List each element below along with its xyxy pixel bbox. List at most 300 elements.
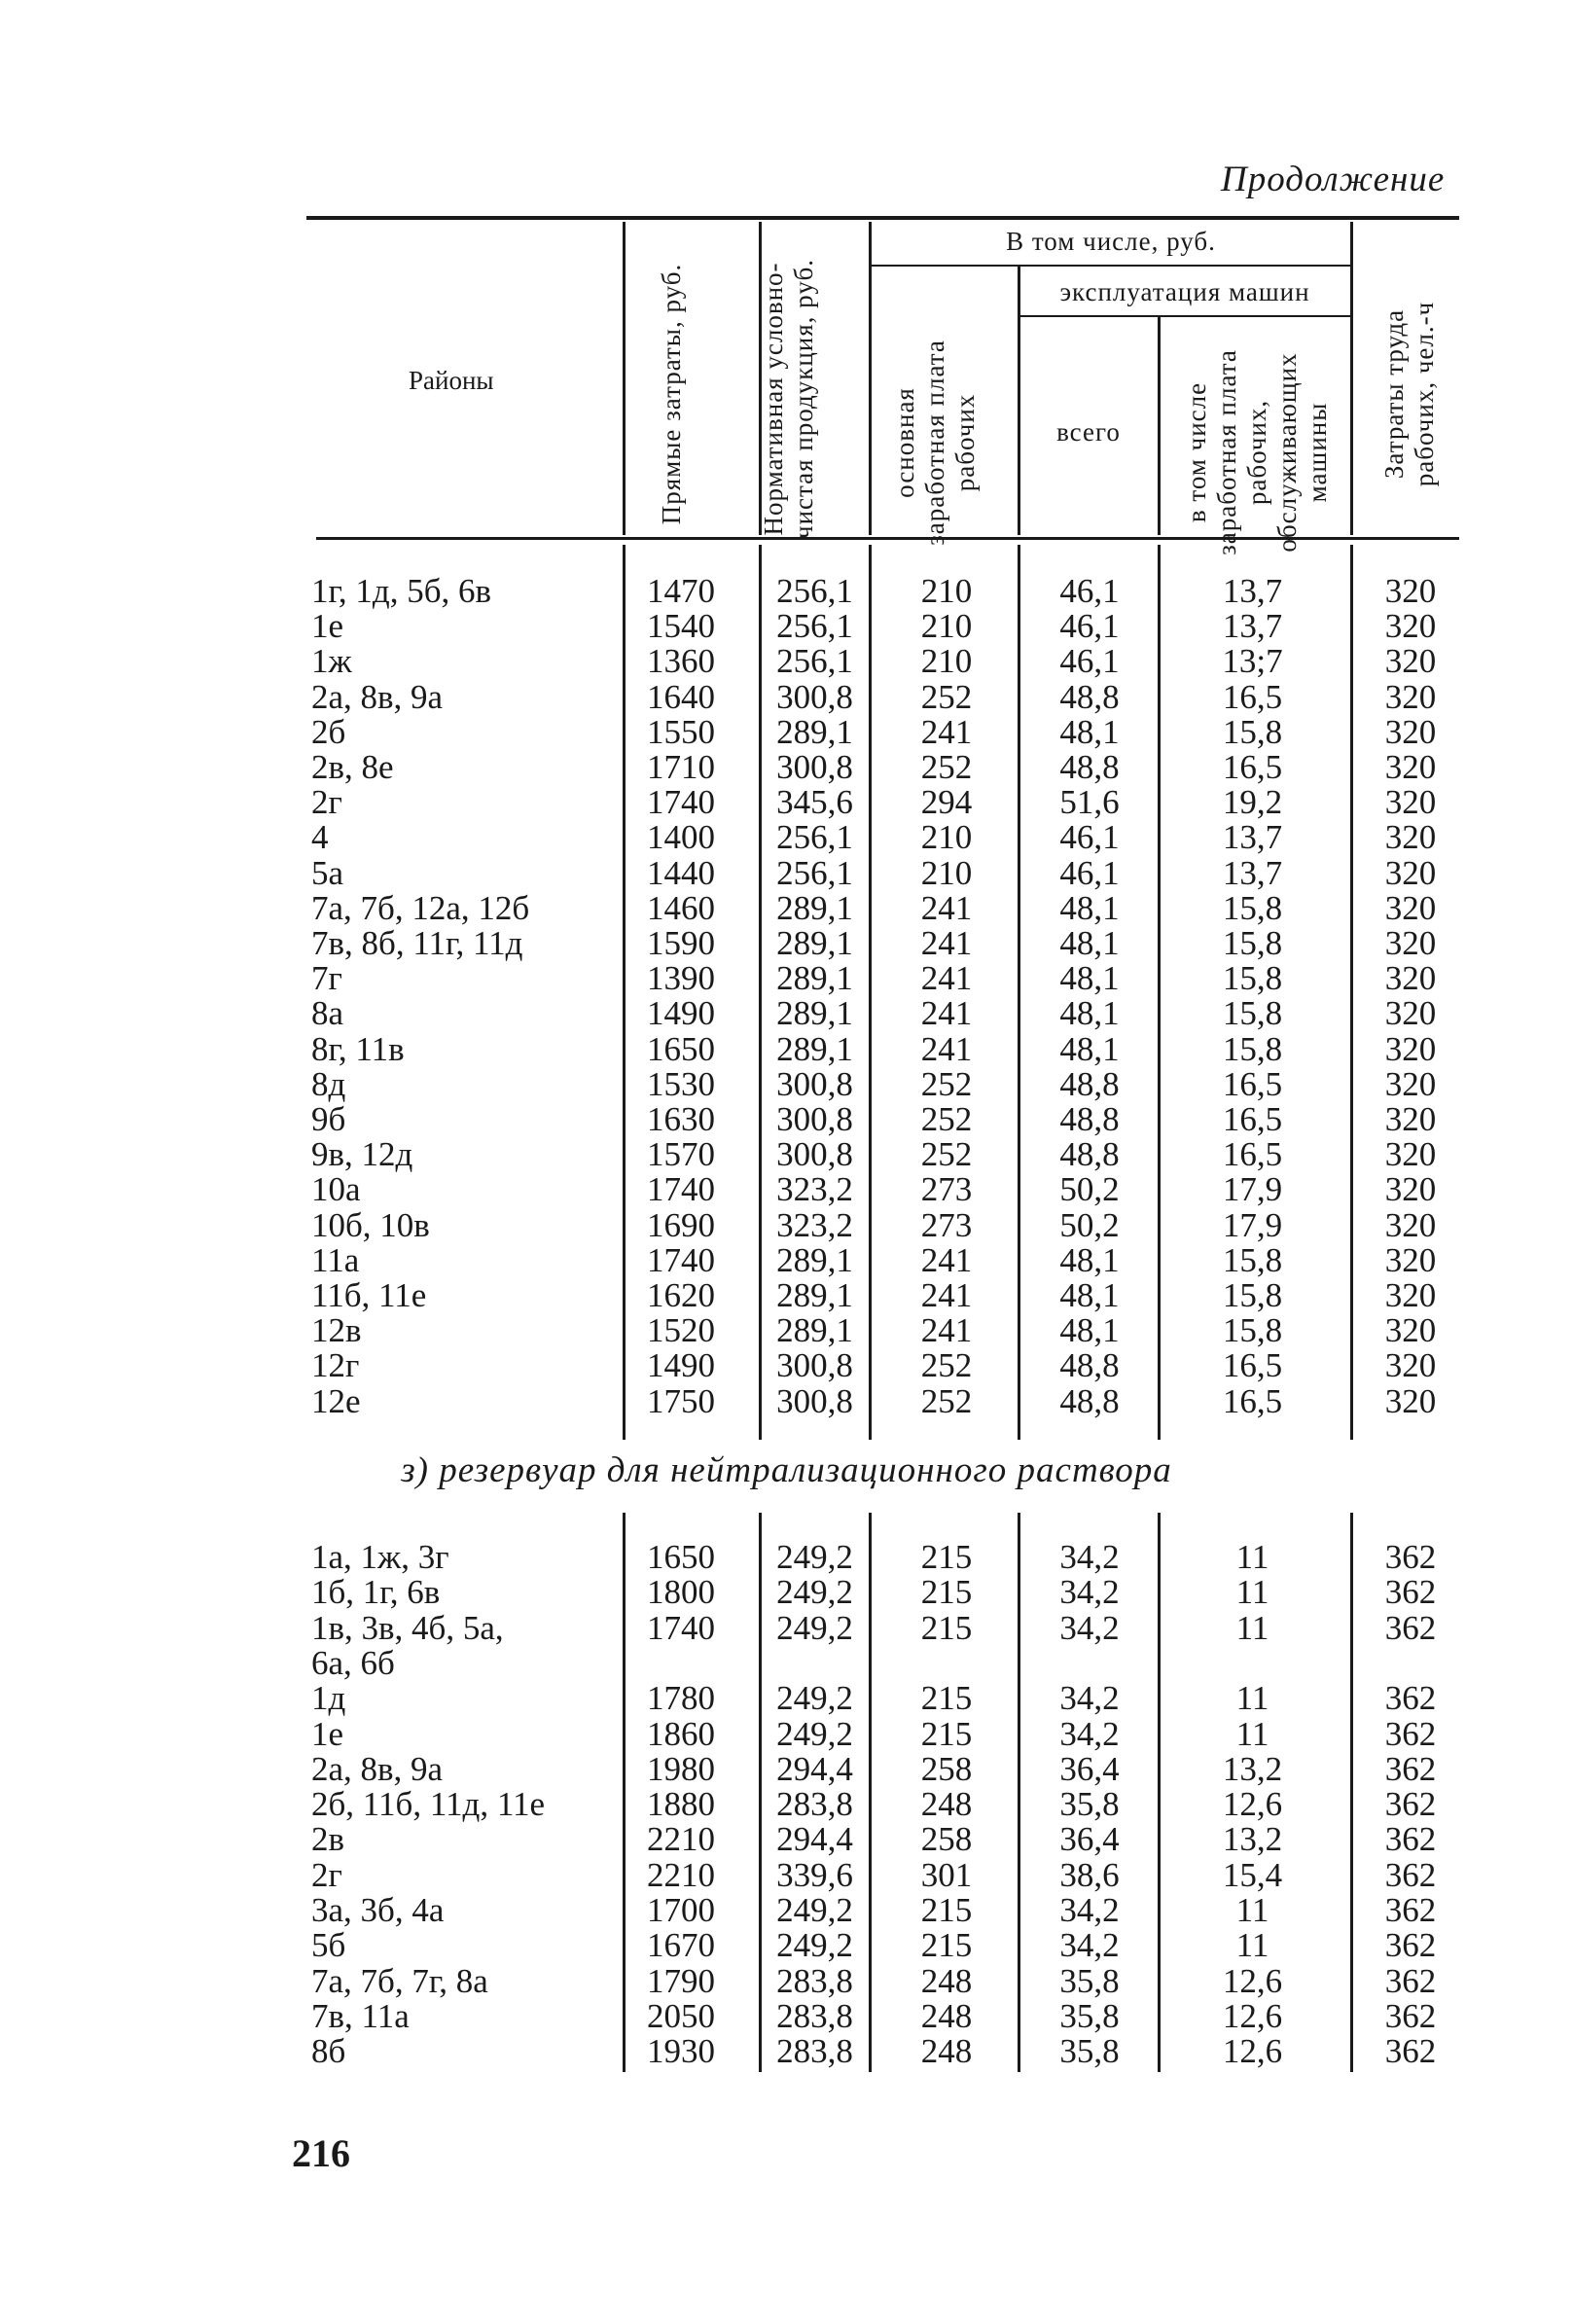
wage-cell: 210 (920, 818, 973, 857)
wage-cell: 252 (920, 1381, 973, 1420)
direct-cost-cell: 1550 (647, 712, 715, 751)
machine-total-cell: 48,8 (1059, 677, 1120, 716)
region-cell: 7в, 8б, 11г, 11д (311, 924, 523, 962)
norm-cell: 283,8 (776, 1996, 853, 2035)
region-cell: 12е (311, 1381, 361, 1420)
machine-wage-cell: 15,8 (1222, 924, 1283, 962)
wage-cell: 215 (920, 1573, 973, 1612)
machine-total-cell: 48,8 (1059, 1381, 1120, 1420)
labor-cell: 320 (1384, 572, 1437, 610)
machine-total-cell: 48,8 (1059, 748, 1120, 786)
machine-total-cell: 48,1 (1059, 1276, 1120, 1314)
machine-total-cell: 48,1 (1059, 1240, 1120, 1279)
wage-cell: 215 (920, 1926, 973, 1965)
direct-cost-cell: 1390 (647, 959, 715, 998)
region-cell: 2б (311, 712, 346, 751)
region-cell: 1д (311, 1679, 346, 1718)
wage-cell: 294 (920, 783, 973, 822)
wage-cell: 210 (920, 607, 973, 646)
labor-cell: 320 (1384, 1381, 1437, 1420)
region-cell: 12г (311, 1346, 360, 1385)
norm-cell: 300,8 (776, 748, 853, 786)
direct-cost-cell: 1640 (647, 677, 715, 716)
machine-total-cell: 36,4 (1059, 1749, 1120, 1788)
machine-wage-cell: 15,8 (1222, 1240, 1283, 1279)
machine-total-cell: 34,2 (1059, 1573, 1120, 1612)
machine-wage-cell: 15,8 (1222, 712, 1283, 751)
machine-total-cell: 48,8 (1059, 1346, 1120, 1385)
direct-cost-cell: 1980 (647, 1749, 715, 1788)
labor-cell: 320 (1384, 924, 1437, 962)
direct-cost-cell: 1700 (647, 1891, 715, 1929)
machine-wage-cell: 15,8 (1222, 1276, 1283, 1314)
wage-cell: 210 (920, 642, 973, 681)
wage-cell: 241 (920, 994, 973, 1033)
table-row (0, 1064, 1573, 1103)
labor-cell: 362 (1384, 1891, 1437, 1929)
norm-cell: 249,2 (776, 1573, 853, 1612)
machine-total-cell: 48,8 (1059, 1100, 1120, 1138)
region-cell: 10б, 10в (311, 1205, 430, 1244)
region-cell: 1е (311, 607, 344, 646)
direct-cost-cell: 1780 (647, 1679, 715, 1718)
region-cell: 8д (311, 1064, 346, 1103)
header-vline-1 (623, 222, 626, 535)
norm-cell: 256,1 (776, 642, 853, 681)
table-row (0, 1137, 1573, 1172)
machine-total-cell: 35,8 (1059, 1785, 1120, 1824)
table-row (0, 1029, 1573, 1068)
machine-wage-cell: 11 (1235, 1538, 1269, 1576)
labor-cell: 320 (1384, 748, 1437, 786)
norm-cell: 256,1 (776, 853, 853, 892)
labor-cell: 362 (1384, 1926, 1437, 1965)
norm-cell: 289,1 (776, 959, 853, 998)
machine-group-rule (1019, 315, 1350, 317)
table-row (0, 712, 1573, 751)
machine-total-cell: 46,1 (1059, 607, 1120, 646)
machine-wage-cell: 19,2 (1222, 783, 1283, 822)
direct-cost-cell: 1650 (647, 1538, 715, 1576)
machine-wage-cell: 11 (1235, 1608, 1269, 1647)
wage-cell: 248 (920, 1785, 973, 1824)
table-row (0, 1348, 1573, 1383)
table-row (0, 609, 1573, 644)
table-row (0, 1714, 1573, 1753)
direct-cost-cell: 1440 (647, 853, 715, 892)
region-cell: 2г (311, 1855, 342, 1894)
region-cell: 1ж (311, 642, 352, 681)
norm-cell: 345,6 (776, 783, 853, 822)
region-cell: 7а, 7б, 7г, 8а (311, 1961, 488, 2000)
header-basic-wage: основная заработная плата рабочих (890, 340, 980, 546)
machine-total-cell: 48,1 (1059, 888, 1120, 927)
machine-total-cell: 46,1 (1059, 853, 1120, 892)
wage-cell: 258 (920, 1749, 973, 1788)
header-top-rule (306, 216, 1459, 220)
machine-total-cell: 38,6 (1059, 1855, 1120, 1894)
labor-cell: 320 (1384, 994, 1437, 1033)
machine-wage-cell: 13;7 (1222, 642, 1283, 681)
wage-cell: 215 (920, 1538, 973, 1576)
machine-total-cell: 50,2 (1059, 1205, 1120, 1244)
table-row (0, 926, 1573, 961)
machine-wage-cell: 13,7 (1222, 607, 1283, 646)
norm-cell: 249,2 (776, 1891, 853, 1929)
machine-wage-cell: 16,5 (1222, 1100, 1283, 1138)
region-cell: 1е (311, 1714, 344, 1753)
norm-cell: 289,1 (776, 1276, 853, 1314)
wage-cell: 210 (920, 572, 973, 610)
wage-cell: 252 (920, 1135, 973, 1174)
region-cell: 1в, 3в, 4б, 5а, (311, 1608, 504, 1647)
labor-cell: 320 (1384, 1346, 1437, 1385)
header-vline-5 (1158, 317, 1161, 535)
machine-wage-cell: 15,8 (1222, 1311, 1283, 1350)
norm-cell: 294,4 (776, 1820, 853, 1859)
norm-cell: 249,2 (776, 1714, 853, 1753)
table-row (0, 1893, 1573, 1928)
direct-cost-cell: 1470 (647, 572, 715, 610)
direct-cost-cell: 1740 (647, 783, 715, 822)
direct-cost-cell: 1670 (647, 1926, 715, 1965)
machine-wage-cell: 13,2 (1222, 1749, 1283, 1788)
machine-total-cell: 34,2 (1059, 1538, 1120, 1576)
region-cell: 2а, 8в, 9а (311, 1749, 444, 1788)
wage-cell: 248 (920, 1996, 973, 2035)
machine-total-cell: 48,1 (1059, 1029, 1120, 1068)
machine-wage-cell: 15,4 (1222, 1855, 1283, 1894)
region-cell: 2г (311, 783, 342, 822)
machine-wage-cell: 15,8 (1222, 959, 1283, 998)
machine-total-cell: 46,1 (1059, 572, 1120, 610)
including-group-rule (872, 265, 1350, 267)
labor-cell: 320 (1384, 1135, 1437, 1174)
machine-wage-cell: 13,7 (1222, 818, 1283, 857)
direct-cost-cell: 1740 (647, 1608, 715, 1647)
labor-cell: 320 (1384, 959, 1437, 998)
region-cell: 12в (311, 1311, 362, 1350)
machine-wage-cell: 16,5 (1222, 1135, 1283, 1174)
labor-cell: 320 (1384, 783, 1437, 822)
table-row (0, 1381, 1573, 1420)
machine-wage-cell: 16,5 (1222, 1064, 1283, 1103)
machine-total-cell: 35,8 (1059, 2032, 1120, 2071)
table-row (0, 961, 1573, 996)
machine-total-cell: 48,1 (1059, 959, 1120, 998)
machine-wage-cell: 15,8 (1222, 888, 1283, 927)
direct-cost-cell: 1570 (647, 1135, 715, 1174)
table-row (0, 1608, 1573, 1647)
table-row (0, 1313, 1573, 1348)
region-cell: 2в (311, 1820, 345, 1859)
table-row (0, 574, 1573, 609)
machine-total-cell: 35,8 (1059, 1961, 1120, 2000)
region-cell: 8б (311, 2032, 346, 2071)
table-row (0, 785, 1573, 820)
region-cell: 2в, 8е (311, 748, 394, 786)
table-row (0, 1996, 1573, 2035)
labor-cell: 362 (1384, 1608, 1437, 1647)
wage-cell: 252 (920, 748, 973, 786)
table-row (0, 1205, 1573, 1244)
region-cell: 6а, 6б (311, 1643, 395, 1682)
machine-total-cell: 51,6 (1059, 783, 1120, 822)
machine-total-cell: 48,1 (1059, 924, 1120, 962)
labor-cell: 362 (1384, 1714, 1437, 1753)
labor-cell: 362 (1384, 1855, 1437, 1894)
machine-total-cell: 34,2 (1059, 1714, 1120, 1753)
machine-total-cell: 35,8 (1059, 1996, 1120, 2035)
norm-cell: 300,8 (776, 1346, 853, 1385)
region-cell: 11б, 11е (311, 1276, 427, 1314)
machine-wage-cell: 11 (1235, 1926, 1269, 1965)
machine-wage-cell: 12,6 (1222, 1996, 1283, 2035)
norm-cell: 289,1 (776, 1029, 853, 1068)
section2-title: з) резервуар для нейтрализационного раствора (401, 1450, 1172, 1490)
wage-cell: 241 (920, 1311, 973, 1350)
region-cell: 7в, 11а (311, 1996, 410, 2035)
norm-cell: 300,8 (776, 1135, 853, 1174)
table-row (0, 1961, 1573, 2000)
table-row (0, 1172, 1573, 1207)
norm-cell: 300,8 (776, 1100, 853, 1138)
machine-total-cell: 34,2 (1059, 1608, 1120, 1647)
wage-cell: 241 (920, 712, 973, 751)
wage-cell: 258 (920, 1820, 973, 1859)
table-row (0, 996, 1573, 1031)
table-row (0, 1102, 1573, 1137)
region-cell: 3а, 3б, 4а (311, 1891, 445, 1929)
machine-total-cell: 34,2 (1059, 1891, 1120, 1929)
wage-cell: 252 (920, 677, 973, 716)
labor-cell: 362 (1384, 1749, 1437, 1788)
machine-wage-cell: 11 (1235, 1573, 1269, 1612)
header-direct-costs: Прямые затраты, руб. (657, 263, 686, 525)
table-row (0, 1575, 1573, 1610)
direct-cost-cell: 1740 (647, 1240, 715, 1279)
table-row (0, 1681, 1573, 1716)
norm-cell: 283,8 (776, 2032, 853, 2071)
machine-total-cell: 34,2 (1059, 1926, 1120, 1965)
labor-cell: 320 (1384, 1205, 1437, 1244)
direct-cost-cell: 1860 (647, 1714, 715, 1753)
wage-cell: 241 (920, 924, 973, 962)
labor-cell: 320 (1384, 1064, 1437, 1103)
norm-cell: 249,2 (776, 1679, 853, 1718)
machine-wage-cell: 12,6 (1222, 2032, 1283, 2071)
region-cell: 1а, 1ж, 3г (311, 1538, 449, 1576)
page-number: 216 (292, 2131, 350, 2175)
header-machine-operation: эксплуатация машин (1059, 277, 1310, 306)
region-cell: 7а, 7б, 12а, 12б (311, 888, 530, 927)
labor-cell: 320 (1384, 1100, 1437, 1138)
wage-cell: 301 (920, 1855, 973, 1894)
machine-total-cell: 50,2 (1059, 1170, 1120, 1209)
labor-cell: 362 (1384, 1679, 1437, 1718)
wage-cell: 273 (920, 1170, 973, 1209)
wage-cell: 215 (920, 1891, 973, 1929)
machine-wage-cell: 12,6 (1222, 1961, 1283, 2000)
wage-cell: 241 (920, 1276, 973, 1314)
direct-cost-cell: 1460 (647, 888, 715, 927)
labor-cell: 320 (1384, 818, 1437, 857)
machine-total-cell: 48,1 (1059, 712, 1120, 751)
machine-total-cell: 48,1 (1059, 994, 1120, 1033)
region-cell: 1б, 1г, 6в (311, 1573, 441, 1612)
norm-cell: 256,1 (776, 607, 853, 646)
direct-cost-cell: 1630 (647, 1100, 715, 1138)
labor-cell: 362 (1384, 1961, 1437, 2000)
norm-cell: 289,1 (776, 888, 853, 927)
region-cell: 9б (311, 1100, 346, 1138)
norm-cell: 300,8 (776, 1064, 853, 1103)
table-row (0, 820, 1573, 855)
table-row (0, 1928, 1573, 1963)
machine-wage-cell: 11 (1235, 1679, 1269, 1718)
table-row (0, 1240, 1573, 1279)
machine-wage-cell: 17,9 (1222, 1205, 1283, 1244)
wage-cell: 215 (920, 1679, 973, 1718)
direct-cost-cell: 1790 (647, 1961, 715, 2000)
norm-cell: 256,1 (776, 572, 853, 610)
direct-cost-cell: 2210 (647, 1855, 715, 1894)
norm-cell: 294,4 (776, 1749, 853, 1788)
norm-cell: 289,1 (776, 994, 853, 1033)
direct-cost-cell: 1750 (647, 1381, 715, 1420)
direct-cost-cell: 1490 (647, 994, 715, 1033)
direct-cost-cell: 1490 (647, 1346, 715, 1385)
norm-cell: 289,1 (776, 924, 853, 962)
direct-cost-cell: 1520 (647, 1311, 715, 1350)
header-including-group: В том числе, руб. (1006, 227, 1216, 256)
norm-cell: 256,1 (776, 818, 853, 857)
wage-cell: 241 (920, 1029, 973, 1068)
machine-wage-cell: 11 (1235, 1714, 1269, 1753)
direct-cost-cell: 1540 (647, 607, 715, 646)
direct-cost-cell: 1740 (647, 1170, 715, 1209)
machine-total-cell: 46,1 (1059, 818, 1120, 857)
region-cell: 8а (311, 994, 344, 1033)
table-row (0, 677, 1573, 716)
norm-cell: 289,1 (776, 1240, 853, 1279)
labor-cell: 362 (1384, 2032, 1437, 2071)
labor-cell: 320 (1384, 1311, 1437, 1350)
labor-cell: 320 (1384, 712, 1437, 751)
norm-cell: 323,2 (776, 1170, 853, 1209)
region-cell: 9в, 12д (311, 1135, 413, 1174)
direct-cost-cell: 1400 (647, 818, 715, 857)
labor-cell: 362 (1384, 1785, 1437, 1824)
direct-cost-cell: 1620 (647, 1276, 715, 1314)
norm-cell: 289,1 (776, 712, 853, 751)
table-row (0, 1822, 1573, 1857)
direct-cost-cell: 2050 (647, 1996, 715, 2035)
table-row (0, 853, 1573, 892)
direct-cost-cell: 1690 (647, 1205, 715, 1244)
header-machine-total: всего (1056, 417, 1121, 447)
wage-cell: 210 (920, 853, 973, 892)
region-cell: 2б, 11б, 11д, 11е (311, 1785, 546, 1824)
machine-wage-cell: 15,8 (1222, 994, 1283, 1033)
table-row (0, 750, 1573, 785)
machine-total-cell: 34,2 (1059, 1679, 1120, 1718)
header-normative-net-production: Нормативная условно-чистая продукция, руб. (759, 259, 818, 539)
direct-cost-cell: 1880 (647, 1785, 715, 1824)
wage-cell: 215 (920, 1714, 973, 1753)
continuation-heading: Продолжение (1221, 160, 1446, 199)
region-cell: 2а, 8в, 9а (311, 677, 444, 716)
region-cell: 5а (311, 853, 344, 892)
wage-cell: 248 (920, 2032, 973, 2071)
wage-cell: 241 (920, 888, 973, 927)
labor-cell: 320 (1384, 642, 1437, 681)
norm-cell: 289,1 (776, 1311, 853, 1350)
machine-wage-cell: 13,7 (1222, 572, 1283, 610)
machine-wage-cell: 15,8 (1222, 1029, 1283, 1068)
direct-cost-cell: 1710 (647, 748, 715, 786)
norm-cell: 249,2 (776, 1608, 853, 1647)
region-cell: 11а (311, 1240, 360, 1279)
header-vline-6 (1350, 222, 1353, 535)
wage-cell: 241 (920, 1240, 973, 1279)
labor-cell: 362 (1384, 1573, 1437, 1612)
table-row (0, 1787, 1573, 1822)
table-row (0, 2034, 1573, 2069)
header-labor-costs: Затраты труда рабочих, чел.-ч (1379, 301, 1439, 487)
header-machine-wage: в том числе заработная плата рабочих, обслуживающих машины (1182, 349, 1332, 555)
table-row (0, 1540, 1573, 1575)
table-row (0, 1749, 1573, 1788)
table-row (0, 1278, 1573, 1313)
labor-cell: 320 (1384, 888, 1437, 927)
labor-cell: 362 (1384, 1996, 1437, 2035)
norm-cell: 300,8 (776, 677, 853, 716)
norm-cell: 249,2 (776, 1538, 853, 1576)
machine-total-cell: 48,8 (1059, 1064, 1120, 1103)
norm-cell: 323,2 (776, 1205, 853, 1244)
machine-total-cell: 48,8 (1059, 1135, 1120, 1174)
machine-wage-cell: 16,5 (1222, 677, 1283, 716)
labor-cell: 362 (1384, 1820, 1437, 1859)
machine-wage-cell: 13,2 (1222, 1820, 1283, 1859)
machine-wage-cell: 16,5 (1222, 1381, 1283, 1420)
region-cell: 4 (311, 818, 329, 857)
region-cell: 10а (311, 1170, 361, 1209)
wage-cell: 248 (920, 1961, 973, 2000)
labor-cell: 320 (1384, 1029, 1437, 1068)
wage-cell: 252 (920, 1064, 973, 1103)
header-regions: Районы (409, 366, 494, 395)
wage-cell: 252 (920, 1100, 973, 1138)
machine-wage-cell: 16,5 (1222, 748, 1283, 786)
machine-total-cell: 46,1 (1059, 642, 1120, 681)
machine-total-cell: 36,4 (1059, 1820, 1120, 1859)
wage-cell: 252 (920, 1346, 973, 1385)
direct-cost-cell: 2210 (647, 1820, 715, 1859)
direct-cost-cell: 1650 (647, 1029, 715, 1068)
region-cell: 7г (311, 959, 342, 998)
region-cell: 1г, 1д, 5б, 6в (311, 572, 492, 610)
region-cell: 8г, 11в (311, 1029, 405, 1068)
direct-cost-cell: 1800 (647, 1573, 715, 1612)
labor-cell: 320 (1384, 1240, 1437, 1279)
machine-wage-cell: 11 (1235, 1891, 1269, 1929)
labor-cell: 362 (1384, 1538, 1437, 1576)
direct-cost-cell: 1930 (647, 2032, 715, 2071)
header-vline-3 (869, 222, 872, 535)
norm-cell: 283,8 (776, 1785, 853, 1824)
